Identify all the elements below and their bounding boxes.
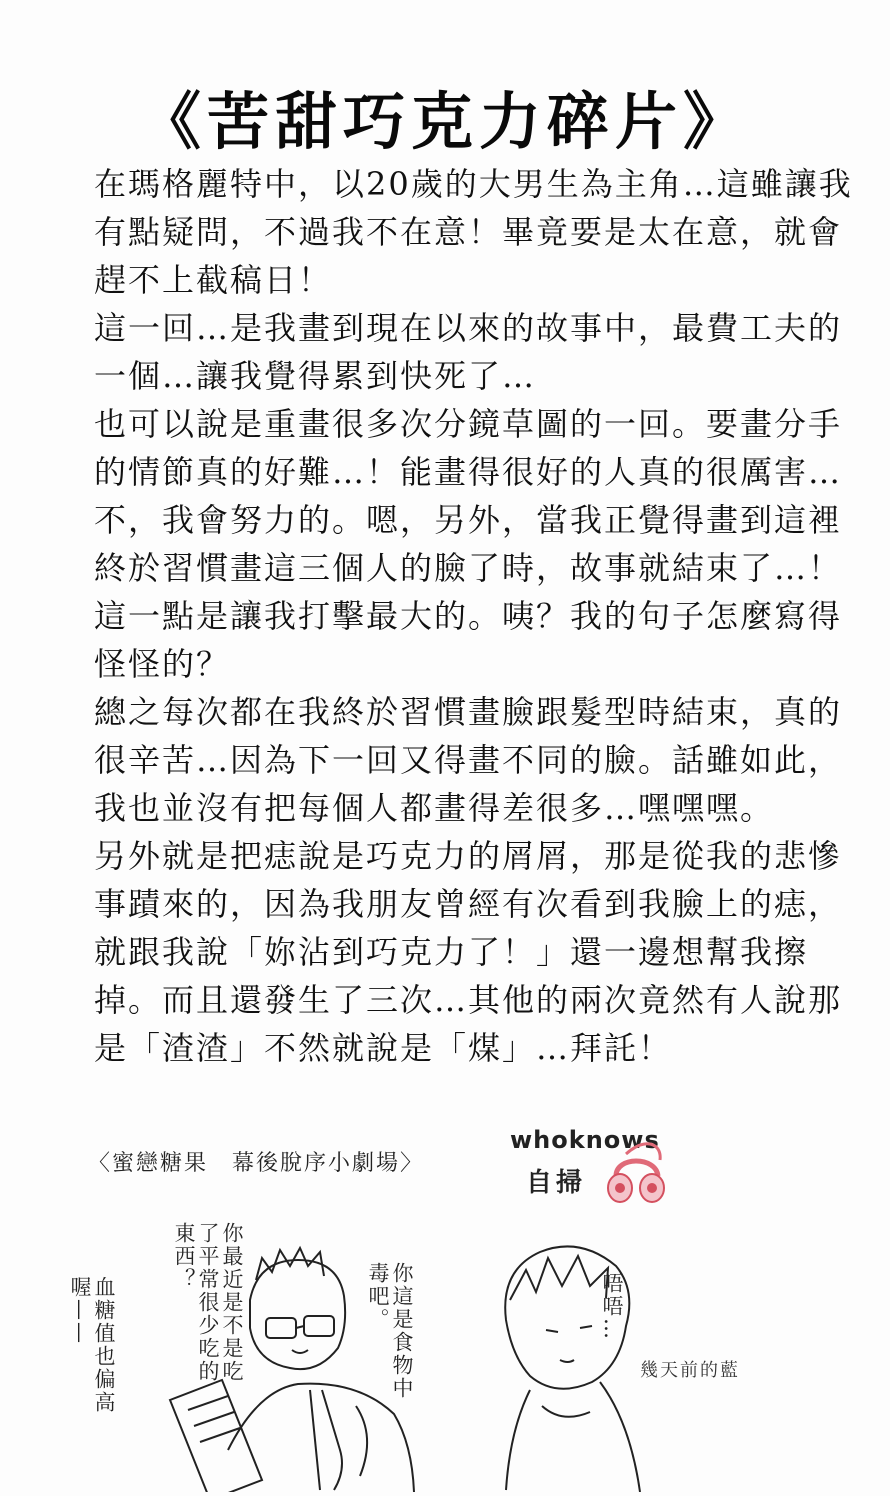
brand-name: whoknows xyxy=(510,1126,660,1154)
page-title: 《苦甜巧克力碎片》 xyxy=(138,85,751,158)
comic-caption: 〈蜜戀糖果 幕後脫序小劇場〉 xyxy=(88,1151,425,1176)
comic-strip xyxy=(60,1210,860,1492)
patient-speech: 唔唔… xyxy=(600,1272,624,1341)
brand-sub: 自掃 xyxy=(526,1168,587,1198)
afterword-text xyxy=(94,160,854,1072)
paragraph: 這一回…是我畫到現在以來的故事中，最費工夫的一個…讓我覺得累到快死了… xyxy=(94,309,843,395)
doctor-speech-1: 你最近是不是吃了平常很少吃的東西？ xyxy=(172,1222,244,1383)
comic-narration: 幾天前的藍 xyxy=(640,1360,740,1381)
paragraph: 也可以說是重畫很多次分鏡草圖的一回。要畫分手的情節真的好難…！能畫得很好的人真的很厲害…不，我會努力的。嗯，另外，當我正覺得畫到這裡終於習慣畫這三個人的臉了時，故事就結束了…！這一點是讓我打擊最大的。咦？我的句子怎麼寫得怪怪的？ xyxy=(94,405,843,683)
doctor-speech-3: 血糖值也偏高喔—— xyxy=(68,1276,116,1414)
scanlation-credit xyxy=(510,1126,690,1206)
headphones-icon xyxy=(606,1130,666,1206)
paragraph: 另外就是把痣說是巧克力的屑屑，那是從我的悲慘事蹟來的，因為我朋友曾經有次看到我臉上的痣，就跟我說「妳沾到巧克力了！」還一邊想幫我擦掉。而且還發生了三次…其他的兩次竟然有人說那是「渣渣」不然就說是「煤」…拜託！ xyxy=(94,837,843,1067)
paragraph: 總之每次都在我終於習慣畫臉跟髮型時結束，真的很辛苦…因為下一回又得畫不同的臉。話雖如此，我也並沒有把每個人都畫得差很多…嘿嘿嘿。 xyxy=(94,693,843,827)
paragraph: 在瑪格麗特中，以20歲的大男生為主角…這雖讓我有點疑問，不過我不在意！畢竟要是太在意，就會趕不上截稿日！ xyxy=(94,165,853,299)
doctor-speech-2: 你這是食物中毒吧。 xyxy=(366,1262,414,1400)
